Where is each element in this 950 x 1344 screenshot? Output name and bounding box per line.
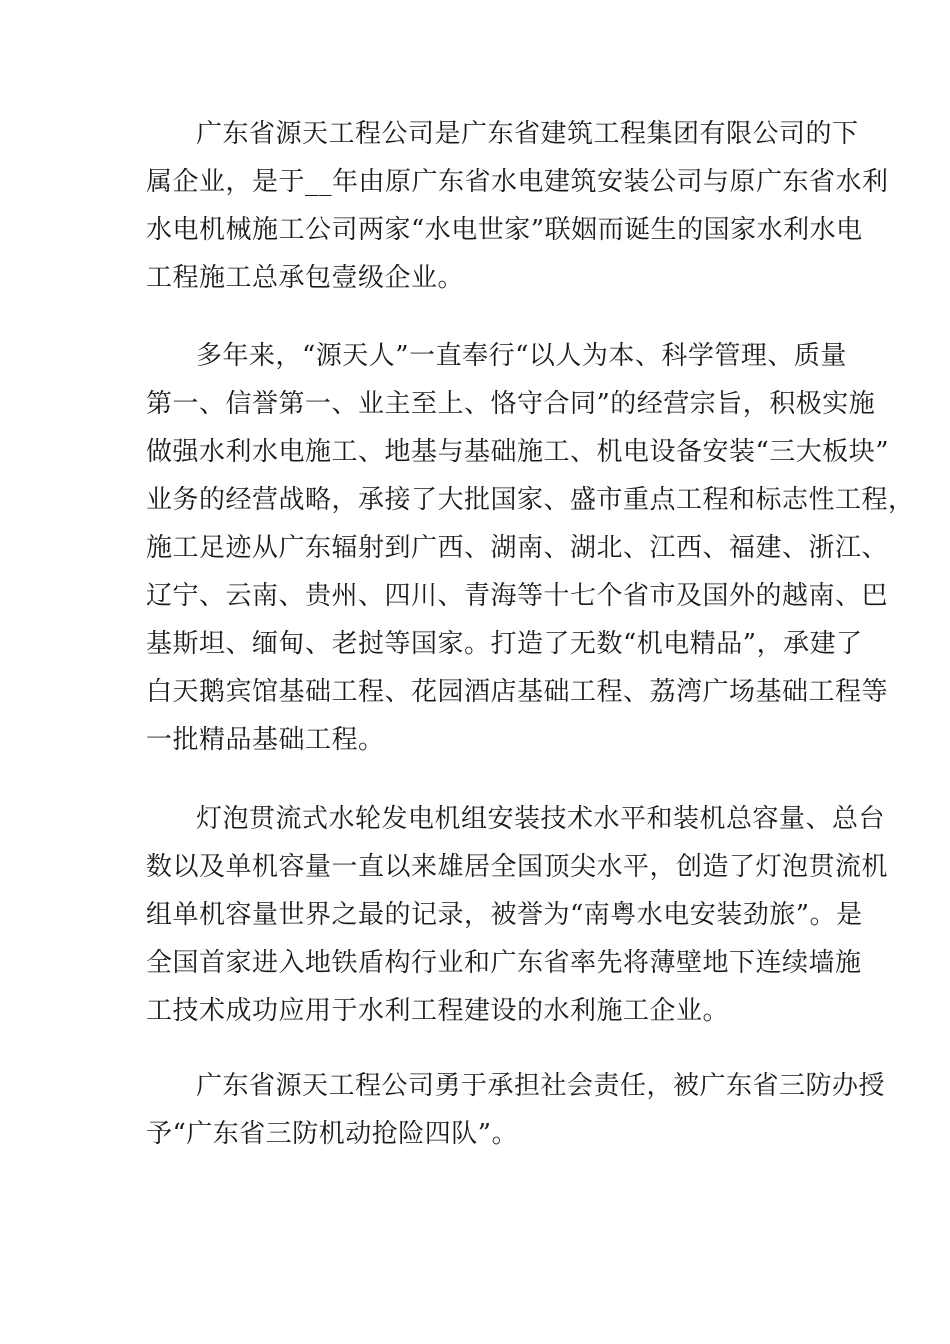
text-line: 多年来，“源天人”一直奉行“以人为本、科学管理、质量 — [196, 341, 847, 371]
text-line: 辽宁、云南、贵州、四川、青海等十七个省市及国外的越南、巴 — [146, 581, 889, 611]
text-line: 第一、信誉第一、业主至上、恪守合同”的经营宗旨，积极实施 — [146, 389, 876, 419]
text-line: 属企业，是于__年由原广东省水电建筑安装公司与原广东省水利 — [146, 167, 889, 197]
text-line: 数以及单机容量一直以来雄居全国顶尖水平，创造了灯泡贯流机 — [146, 852, 889, 882]
text-line: 广东省源天工程公司勇于承担社会责任，被广东省三防办授 — [196, 1071, 886, 1101]
paragraph-business-philosophy — [146, 332, 915, 764]
text-line: 一批精品基础工程。 — [146, 725, 385, 755]
text-line: 工技术成功应用于水利工程建设的水利施工企业。 — [146, 996, 730, 1026]
text-line: 全国首家进入地铁盾构行业和广东省率先将薄壁地下连续墙施 — [146, 948, 862, 978]
text-line: 做强水利水电施工、地基与基础施工、机电设备安装“三大板块” — [146, 437, 890, 467]
paragraph-social-responsibility — [146, 1062, 886, 1158]
text-line: 白天鹅宾馆基础工程、花园酒店基础工程、荔湾广场基础工程等 — [146, 677, 889, 707]
text-line: 水电机械施工公司两家“水电世家”联姻而诞生的国家水利水电 — [146, 215, 863, 245]
text-line: 灯泡贯流式水轮发电机组安装技术水平和装机总容量、总台 — [196, 804, 886, 834]
text-line: 基斯坦、缅甸、老挝等国家。打造了无数“机电精品”，承建了 — [146, 629, 863, 659]
paragraph-company-intro — [146, 110, 889, 302]
text-line: 工程施工总承包壹级企业。 — [146, 263, 465, 293]
text-line: 施工足迹从广东辐射到广西、湖南、湖北、江西、福建、浙江、 — [146, 533, 889, 563]
text-line: 业务的经营战略，承接了大批国家、盛市重点工程和标志性工程， — [146, 485, 915, 515]
text-line: 广东省源天工程公司是广东省建筑工程集团有限公司的下 — [196, 119, 859, 149]
text-line: 组单机容量世界之最的记录，被誉为“南粤水电安装劲旅”。是 — [146, 900, 863, 930]
text-line: 予“广东省三防机动抢险四队”。 — [146, 1119, 519, 1149]
paragraph-technical-achievements — [146, 795, 889, 1035]
